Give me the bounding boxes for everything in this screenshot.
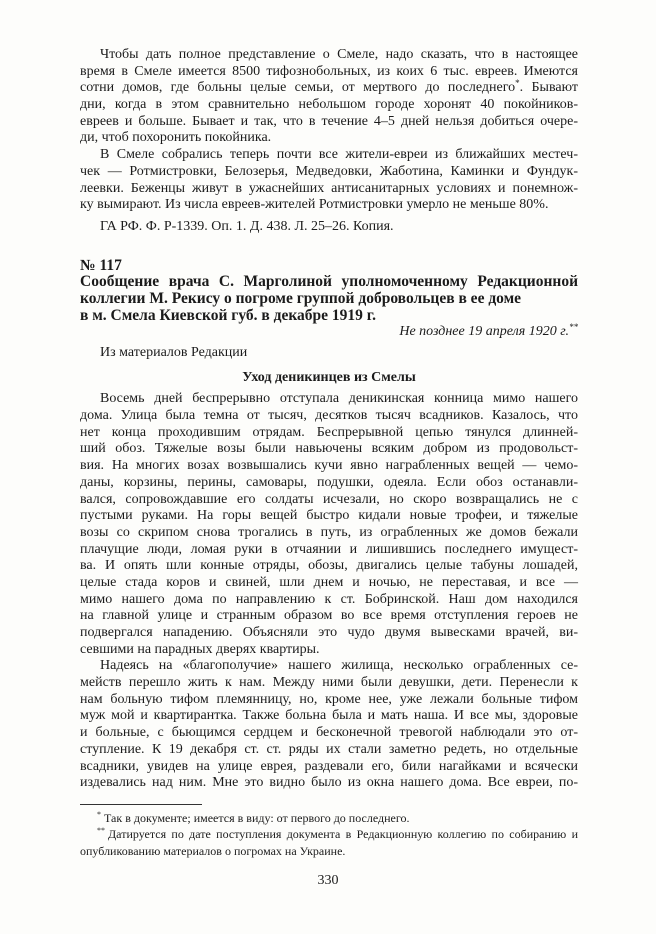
line-text: Сообщение врача С. Марголиной уполномоченному Редакционной xyxy=(80,273,578,291)
intro-p1-line xyxy=(80,47,578,64)
footnote-text xyxy=(97,811,409,825)
line-text: чек — Ротмистровки, Белозерья, Медведовки, Жаботина, Каминки и Фундук- xyxy=(80,163,578,179)
line-text: Из материалов Редакции xyxy=(100,345,248,360)
body-p1-line xyxy=(80,558,578,575)
body-p2-line xyxy=(80,692,578,709)
footnote-line: Датируется по дате поступления документа в Редакционную коллегию по собиранию и xyxy=(108,827,578,842)
footnote-marker: * xyxy=(97,810,101,819)
line-text: издевались над ним. Мне это видно было из окна нашего дома. Все евреи, по- xyxy=(80,775,578,791)
line-text-part: сотни домов, где больны целые семьи, от мертвого до последнего xyxy=(80,80,516,96)
body-p1-line xyxy=(80,425,578,442)
intro-p1-line xyxy=(80,114,578,131)
intro-p2-line xyxy=(80,181,578,198)
line-text: Уход деникинцев из Смелы xyxy=(242,369,416,385)
line-text: евреев и больше. Бывает и так, что в течение 4–5 дней нельзя добиться очере- xyxy=(80,113,578,129)
line-text: вался, сопровождавшие его солдаты исчезали, но скоро возвращались не с xyxy=(80,491,578,507)
line-text: плачущие люди, ломая руки в отчаянии и лишившись последнего имущест- xyxy=(80,541,578,557)
line-text: время в Смеле имеется 8500 тифознобольных, из коих 6 тыс. евреев. Имеются xyxy=(80,63,578,79)
line-text: дни, когда в этом сравнительно небольшом городе хоронят 40 покойников- xyxy=(80,97,578,113)
body-p1-line xyxy=(80,542,578,559)
document-title-line xyxy=(80,274,578,291)
footnote-line: Так в документе; имеется в виду: от первого до последнего. xyxy=(104,811,410,825)
intro-p1-line xyxy=(80,64,578,81)
document-title-line xyxy=(80,291,578,308)
line-text: возы со скрипом снова трогались в путь, из ограбленных же домов бежали xyxy=(80,524,578,540)
line-text: ший обоз. Тяжелые возы были навьючены всяким добром из продовольст- xyxy=(80,441,578,457)
line-text: нам больную тифом племянницу, но, кроме нее, уже лежали больные тифом xyxy=(80,691,578,707)
line-text: мейств перешло жить к нам. Между ними были девушки, дети. Перенесли к xyxy=(80,675,578,691)
body-p1-line xyxy=(80,642,578,659)
page-number: 330 xyxy=(317,873,339,888)
line-text: ступление. К 19 декабря ст. ст. ряды их стали заметно редеть, но отдельные xyxy=(80,741,578,757)
footnote-2-continuation xyxy=(80,843,578,859)
footnote-1 xyxy=(80,810,578,826)
footnote-line: опубликованию материалов о погромах на Украине. xyxy=(80,843,346,858)
body-paragraph-1 xyxy=(80,391,578,658)
intro-p1-line xyxy=(80,130,578,147)
footnote-marker: * xyxy=(515,78,520,89)
line-text: коллегии М. Рекису о погроме группой добровольцев в ее доме xyxy=(80,289,522,307)
body-p1-line xyxy=(80,475,578,492)
line-text xyxy=(399,324,578,339)
line-text: дома. Улица была темна от тысяч, десятков тысяч всадников. Казалось, что xyxy=(80,408,578,424)
body-p1-line xyxy=(80,492,578,509)
line-text: мимо нашего дома по направлению к ст. Бобринской. Наш дом находился xyxy=(80,591,578,607)
footnote-marker: ** xyxy=(97,826,105,836)
document-title xyxy=(80,274,578,324)
line-text: всадники, увидев на улице еврея, раздевали его, били нагайками и всячески xyxy=(80,758,578,774)
line-text-part: . Бывают xyxy=(519,80,578,96)
archive-source xyxy=(80,219,578,236)
intro-paragraph-2 xyxy=(80,147,578,214)
body-p2-line xyxy=(80,675,578,692)
line-text: Восемь дней беспрерывно отступала деникинская конница мимо нашего xyxy=(100,391,578,407)
body-p1-line xyxy=(80,625,578,642)
footnote-separator xyxy=(80,804,202,805)
line-text: ку вымирают. Из числа евреев-жителей Ротмистровки умерло не меньше 80%. xyxy=(80,197,549,213)
body-p2-line xyxy=(80,725,578,742)
line-text: нет конца проходившим отрядам. Беспрерывной цепью тянулся длинней- xyxy=(80,424,578,440)
line-text: муж мой и квартирантка. Также больна была и мать наша. И все мы, здоровые xyxy=(80,708,578,724)
line-text: ГА РФ. Ф. Р-1339. Оп. 1. Д. 438. Л. 25–26. Копия. xyxy=(100,218,394,234)
line-text: даны, корзины, перины, самовары, подушки, одеяла. Если обоз останавли- xyxy=(80,474,578,490)
body-p2-line xyxy=(80,775,578,792)
intro-paragraph-1 xyxy=(80,47,578,147)
footnote-2 xyxy=(80,826,578,842)
line-text: пустыми руками. На горы вещей быстро кидали новые трофеи, и тяжелые xyxy=(80,508,578,524)
document-provenance xyxy=(80,345,578,362)
line-text: леевки. Беженцы живут в ужаснейших антисанитарных условиях и понемнож- xyxy=(80,180,578,196)
body-p1-line xyxy=(80,525,578,542)
body-p1-line xyxy=(80,441,578,458)
line-text: Надеясь на «благополучие» нашего жилища, несколько ограбленных се- xyxy=(100,658,578,674)
document-title-line xyxy=(80,308,578,325)
body-p1-line xyxy=(80,592,578,609)
body-p1-line xyxy=(80,508,578,525)
line-text: вия. На многих возах возвышались кучи явно награбленных вещей — чемо- xyxy=(80,458,578,474)
body-p2-line xyxy=(80,742,578,759)
intro-p2-line xyxy=(80,164,578,181)
intro-p2-line xyxy=(80,197,578,214)
line-text: Чтобы дать полное представление о Смеле, надо сказать, что в настоящее xyxy=(100,47,578,62)
footnote-text xyxy=(97,827,578,841)
footnotes xyxy=(80,810,578,859)
document-date xyxy=(80,324,578,341)
intro-p1-line xyxy=(80,80,578,97)
line-text: и больные, с бьющимся сердцем и бесконечной тревогой наблюдали это от- xyxy=(80,725,578,741)
body-p1-line xyxy=(80,391,578,408)
document-number xyxy=(80,258,578,275)
body-p1-line xyxy=(80,458,578,475)
intro-p1-line xyxy=(80,97,578,114)
line-text: в м. Смела Киевской губ. в декабре 1919 г. xyxy=(80,306,376,324)
footnote-marker: ** xyxy=(569,322,578,333)
line-text: на главной улице и странным образом во все время отступления героев не xyxy=(80,608,578,624)
line-text: подвергался нападению. Объясняли это чудо двумя вывесками врачей, ви- xyxy=(80,625,578,640)
line-text: ди, чтоб похоронить покойника. xyxy=(80,130,272,146)
date-text: Не позднее 19 апреля 1920 г. xyxy=(399,324,569,340)
body-p2-line xyxy=(80,658,578,675)
line-text: севшими на парадных дверях квартиры. xyxy=(80,641,320,657)
text-block xyxy=(80,47,578,792)
body-p1-line xyxy=(80,408,578,425)
line-text: целые стада коров и свиней, шли днем и ночью, не переставая, и все — xyxy=(80,574,578,590)
line-text: № 117 xyxy=(80,256,122,274)
body-p2-line xyxy=(80,708,578,725)
line-text xyxy=(80,80,578,95)
intro-p2-line xyxy=(80,147,578,164)
body-p2-line xyxy=(80,759,578,776)
section-title xyxy=(80,370,578,387)
body-p1-line xyxy=(80,575,578,592)
line-text: ва. И опять шли конные отряды, обозы, двигались целые табуны лошадей, xyxy=(80,558,578,574)
body-paragraph-2 xyxy=(80,658,578,792)
line-text: В Смеле собрались теперь почти все жители-евреи из ближайших местеч- xyxy=(100,147,578,163)
body-p1-line xyxy=(80,608,578,625)
